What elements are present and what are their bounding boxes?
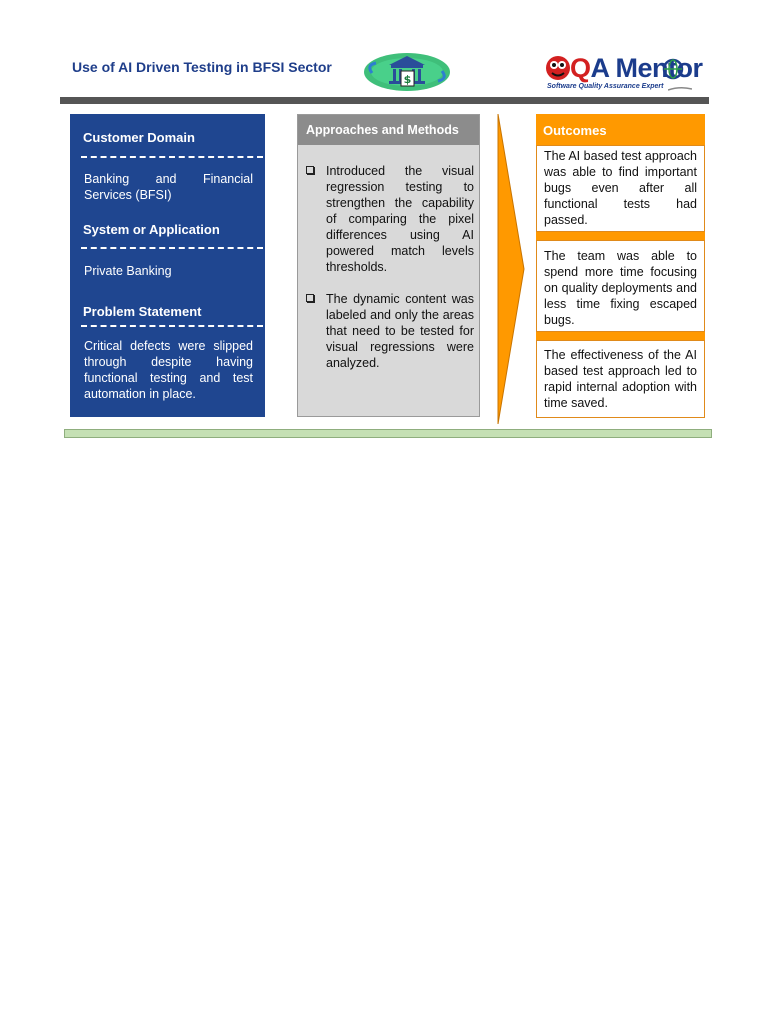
approaches-heading: Approaches and Methods xyxy=(298,115,479,145)
right-arrow-icon xyxy=(496,114,526,424)
divider xyxy=(81,325,263,327)
page-title: Use of AI Driven Testing in BFSI Sector xyxy=(72,59,332,75)
logo-wordmark: A Mentor xyxy=(590,53,703,83)
approaches-panel xyxy=(297,114,480,417)
customer-info-panel xyxy=(70,114,265,417)
outcome-box: The AI based test approach was able to find important bugs even after all functional tests had passed. xyxy=(536,145,705,232)
outcome-box: The team was able to spend more time focusing on quality deployments and less time fixing escaped bugs. xyxy=(536,240,705,332)
divider xyxy=(81,156,263,158)
globe-icon xyxy=(662,58,684,80)
svg-text:$: $ xyxy=(403,73,412,86)
divider xyxy=(536,232,705,240)
outcomes-panel xyxy=(536,114,705,418)
logo-q: Q xyxy=(570,53,591,83)
customer-domain-text: Banking and Financial Services (BFSI) xyxy=(84,172,253,202)
bug-mascot-icon xyxy=(544,54,572,82)
divider xyxy=(81,247,263,249)
checkbox-bullet-icon xyxy=(306,294,314,302)
outcomes-heading: Outcomes xyxy=(536,114,705,145)
swoosh-icon xyxy=(668,86,692,92)
list-item xyxy=(306,163,474,275)
checkbox-bullet-icon xyxy=(306,166,314,174)
qa-mentor-logo xyxy=(544,52,708,94)
problem-heading: Problem Statement xyxy=(83,304,202,319)
list-item xyxy=(306,291,474,371)
logo-tagline: Software Quality Assurance Expert xyxy=(547,83,664,90)
system-text: Private Banking xyxy=(84,264,172,278)
footer-bar xyxy=(64,429,712,438)
outcome-box: The effectiveness of the AI based test approach led to rapid internal adoption with time saved. xyxy=(536,340,705,418)
approach-text: Introduced the visual regression testing to strengthen the capability of comparing the pixel differences using AI powered match levels thresholds. xyxy=(326,164,474,274)
divider xyxy=(536,332,705,340)
system-heading: System or Application xyxy=(83,222,220,237)
header-divider xyxy=(60,97,709,104)
problem-text: Critical defects were slipped through despite having functional testing and test automation in place. xyxy=(84,339,253,401)
bank-money-icon xyxy=(362,51,452,93)
customer-domain-heading: Customer Domain xyxy=(83,130,195,145)
approach-text: The dynamic content was labeled and only the areas that need to be tested for visual regressions were analyzed. xyxy=(326,292,474,370)
